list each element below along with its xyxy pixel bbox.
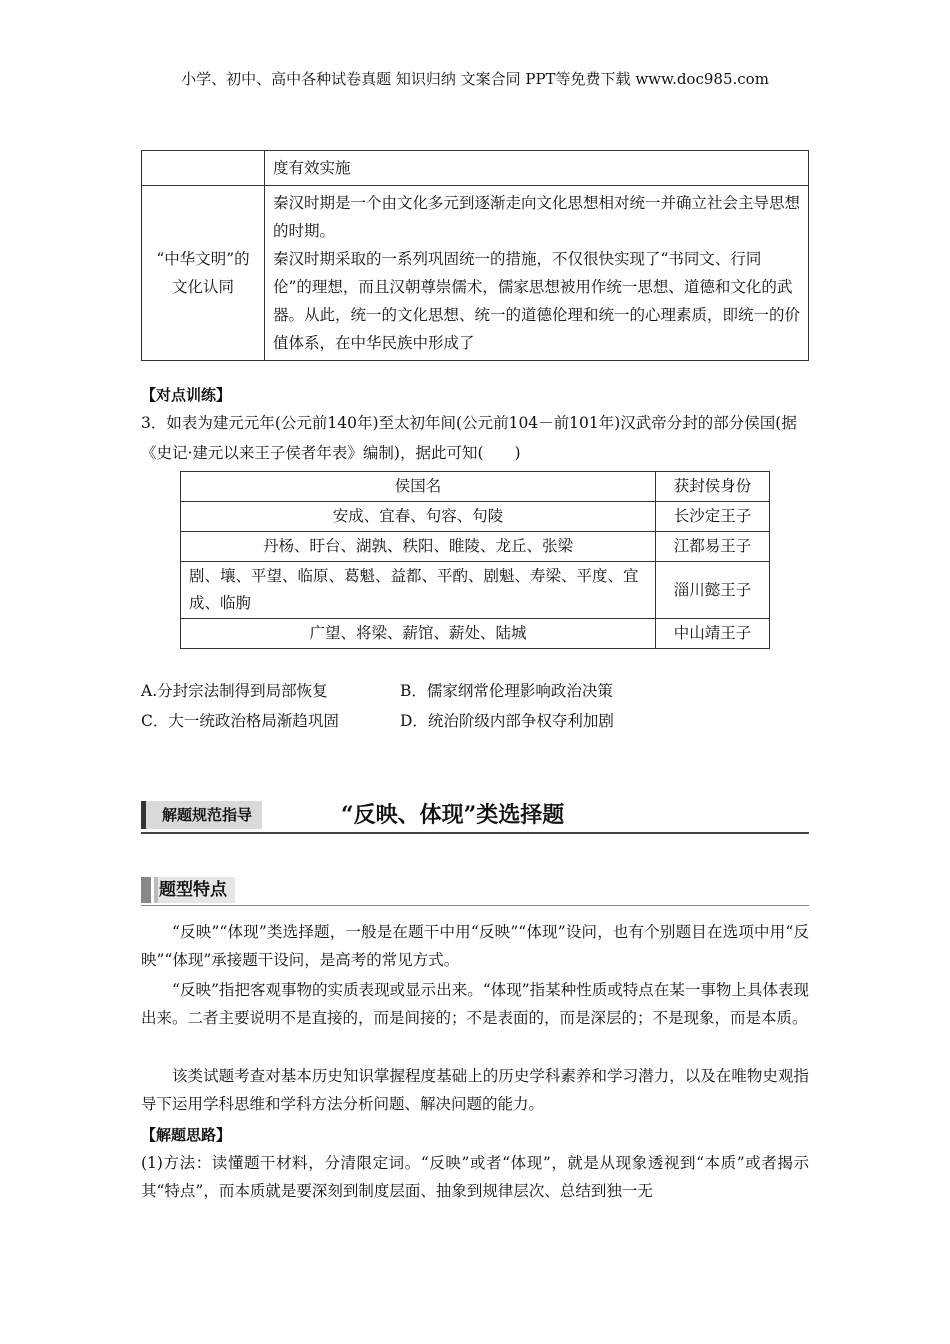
table-cell-empty (142, 151, 265, 186)
table-row (142, 186, 809, 361)
column-header: 获封侯身份 (656, 472, 770, 502)
paragraph: “反映”指把客观事物的实质表现或显示出来。“体现”指某种性质或特点在某一事物上具体表现出来。二者主要说明不是直接的，而是间接的；不是表面的，而是深层的；不是现象，而是本质。 (141, 981, 809, 1027)
summary-table (141, 150, 809, 361)
table-row (181, 532, 770, 562)
table-cell: 丹杨、盱台、湖孰、秩阳、睢陵、龙丘、张梁 (181, 532, 656, 562)
paragraph: 该类试题考查对基本历史知识掌握程度基础上的历史学科素养和学习潜力，以及在唯物史观指导下运用学科思维和学科方法分析问题、解决问题的能力。 (141, 1067, 809, 1113)
table-cell: 剧、壤、平望、临原、葛魁、益都、平酌、剧魁、寿梁、平度、宜成、临朐 (181, 562, 656, 619)
table-cell: 长沙定王子 (656, 502, 770, 532)
option-d: D．统治阶级内部争权夺利加剧 (400, 712, 614, 730)
approach-heading: 【解题思路】 (141, 1126, 232, 1144)
table-row-label: “中华文明”的文化认同 (142, 186, 265, 361)
table-header-row (181, 472, 770, 502)
table-row (181, 502, 770, 532)
approach-text: (1)方法：读懂题干材料，分清限定词。“反映”或者“体现”，就是从现象透视到“本质”或者揭示其“特点”，而本质就是要深刻到制度层面、抽象到规律层次、总结到独一无 (141, 1154, 809, 1200)
table-row (142, 151, 809, 186)
section-banner (141, 798, 809, 834)
table-row (181, 562, 770, 619)
fiefdom-table (180, 471, 770, 649)
table-cell: 江都易王子 (656, 532, 770, 562)
column-header: 侯国名 (181, 472, 656, 502)
subsection-title: 题型特点 (159, 880, 227, 900)
table-cell: 度有效实施 (265, 151, 809, 186)
question-3: 3．如表为建元元年(公元前140年)至太初年间(公元前104－前101年)汉武帝分封的部分侯国(据《史记·建元以来王子侯者年表》编制)，据此可知( ) (141, 414, 797, 462)
table-cell-paragraph: 秦汉时期采取的一系列巩固统一的措施，不仅很快实现了“书同文、行同伦”的理想，而且汉朝尊崇儒术，儒家思想被用作统一思想、道德和文化的武器。从此，统一的文化思想、统一的道德伦理和统一的心理素质，即统一的价值体系，在中华民族中形成了 (273, 250, 801, 352)
table-cell: 中山靖王子 (656, 619, 770, 649)
option-a: A.分封宗法制得到局部恢复 (141, 682, 328, 700)
table-cell: 安成、宜春、句容、句陵 (181, 502, 656, 532)
subsection-banner (141, 877, 809, 906)
table-row (181, 619, 770, 649)
subsection-tag (141, 877, 235, 903)
table-cell: 淄川懿王子 (656, 562, 770, 619)
paragraph: “反映”“体现”类选择题，一般是在题干中用“反映”“体现”设问，也有个别题目在选项中用“反映”“体现”承接题干设问，是高考的常见方式。 (141, 923, 809, 969)
practice-heading: 【对点训练】 (141, 386, 232, 404)
option-b: B．儒家纲常伦理影响政治决策 (400, 682, 613, 700)
table-cell (265, 186, 809, 361)
option-c: C．大一统政治格局渐趋巩固 (141, 712, 339, 730)
table-cell: 广望、将梁、薪馆、薪处、陆城 (181, 619, 656, 649)
section-title: “反映、体现”类选择题 (341, 802, 565, 828)
table-cell-paragraph: 秦汉时期是一个由文化多元到逐渐走向文化思想相对统一并确立社会主导思想的时期。 (273, 194, 801, 240)
page-header: 小学、初中、高中各种试卷真题 知识归纳 文案合同 PPT等免费下载 www.doc985.com (181, 70, 769, 88)
section-tag: 解题规范指导 (141, 801, 262, 829)
